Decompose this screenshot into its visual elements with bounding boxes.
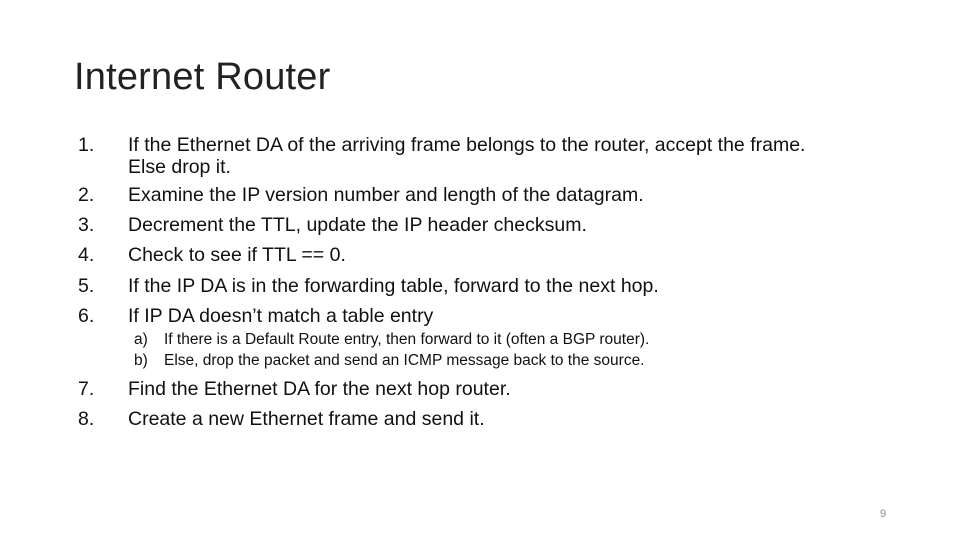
list-item-number: 2. xyxy=(78,184,95,206)
list-item-number: 3. xyxy=(78,214,95,236)
list-item-number: 4. xyxy=(78,244,95,266)
list-item-number: 6. xyxy=(78,305,95,327)
list-item-text: If the Ethernet DA of the arriving frame belongs to the router, accept the frame. Else drop it. xyxy=(128,134,806,178)
list-item-text: Create a new Ethernet frame and send it. xyxy=(128,408,485,430)
sub-list-item-text: If there is a Default Route entry, then forward to it (often a BGP router). xyxy=(164,331,650,348)
list-item-text: Decrement the TTL, update the IP header checksum. xyxy=(128,214,587,236)
list-item-number: 8. xyxy=(78,408,95,430)
list-item-text: If IP DA doesn’t match a table entry xyxy=(128,305,434,327)
list-item-number: 7. xyxy=(78,378,95,400)
list-item-text: Check to see if TTL == 0. xyxy=(128,244,346,266)
sub-list-item-text: Else, drop the packet and send an ICMP message back to the source. xyxy=(164,352,645,369)
list-item-number: 1. xyxy=(78,134,95,156)
list-item-text: Find the Ethernet DA for the next hop router. xyxy=(128,378,511,400)
page-number: 9 xyxy=(879,508,887,520)
sub-list-item-letter: a) xyxy=(134,331,148,348)
list-item-number: 5. xyxy=(78,275,95,297)
slide-title: Internet Router xyxy=(74,56,331,98)
list-item-text: Examine the IP version number and length of the datagram. xyxy=(128,184,644,206)
list-item-text: If the IP DA is in the forwarding table, forward to the next hop. xyxy=(128,275,659,297)
sub-list-item-letter: b) xyxy=(134,352,148,369)
